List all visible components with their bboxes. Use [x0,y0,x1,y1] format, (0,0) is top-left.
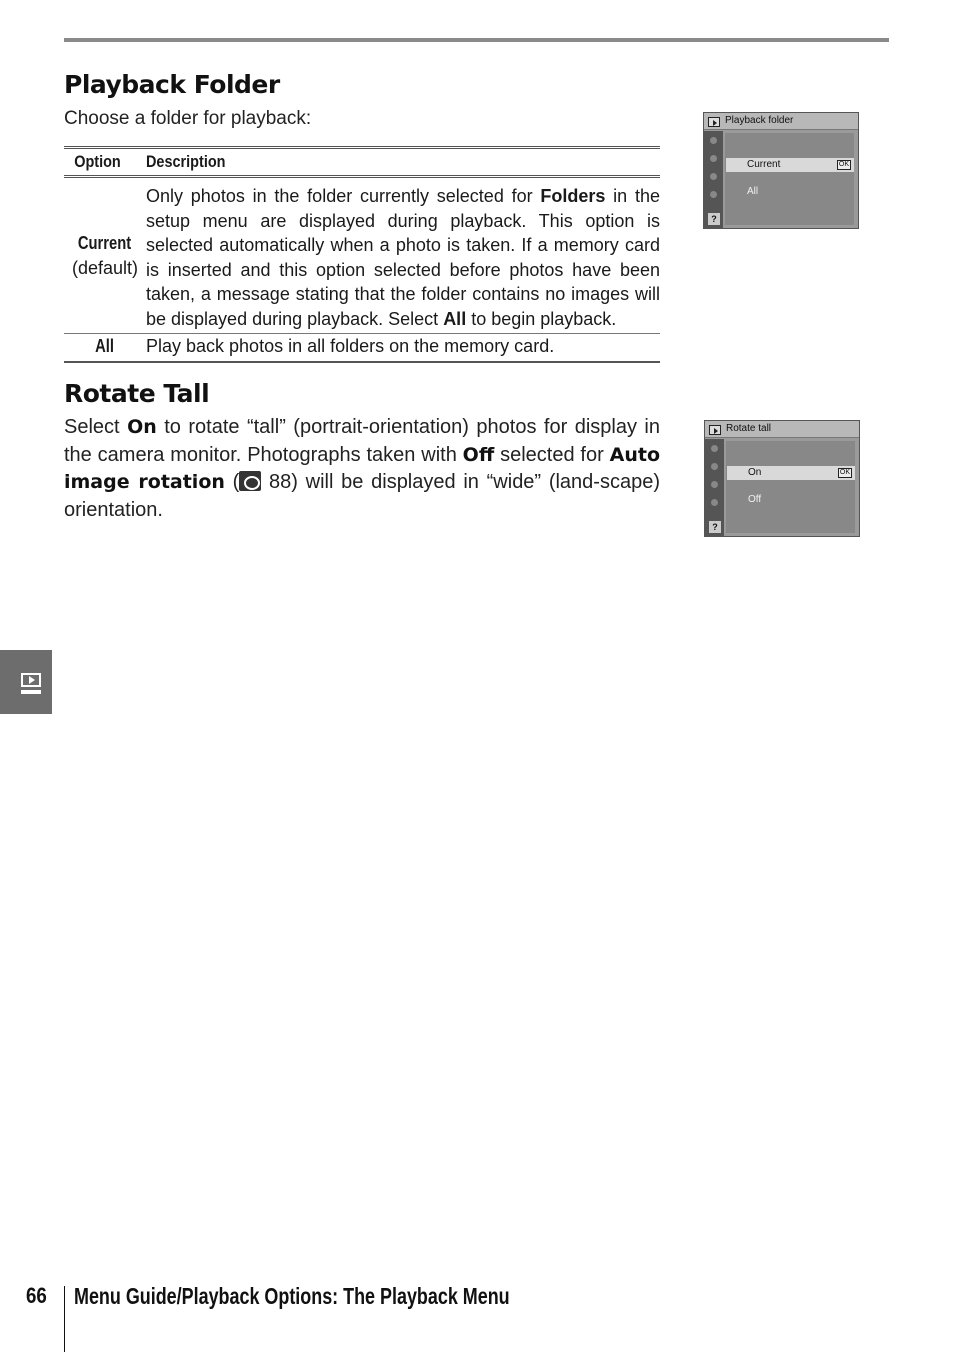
shooting-menu-icon [711,445,718,452]
screen-title: Playback folder [725,115,794,126]
playback-menu-icon [708,117,720,127]
setup-menu-icon [710,173,717,180]
help-icon: ? [709,521,721,533]
playback-icon-base [21,690,41,694]
screen-title: Rotate tall [726,423,772,434]
option-cell [64,334,146,362]
body-text: to rotate “tall” (portrait-orientation) photos for display in the camera monitor. Photographs taken with [64,416,660,466]
table-header-row [64,148,660,177]
section-lead: Choose a folder for playback: [64,108,312,129]
camera-screen-playback-folder [703,112,859,229]
custom-settings-icon [711,463,718,470]
shooting-menu-icon [710,137,717,144]
screen-item-all: All [747,186,759,197]
ok-icon: OK [838,161,849,168]
option-default-note: (default) [71,257,139,278]
screen-panel [725,133,854,225]
section-title-rotate-tall: Rotate Tall [64,379,210,408]
section-title-playback-folder: Playback Folder [64,70,280,99]
description-cell [146,177,660,334]
table-row [64,177,660,334]
desc-bold-all: All [443,308,467,329]
screen-item-on [727,466,855,480]
screen-item-current [726,158,854,172]
desc-text: Only photos in the folder currently selected for [146,186,541,206]
option-name: Current [78,233,132,253]
playback-menu-icon [709,425,721,435]
playback-section-tab [0,650,52,714]
retouch-menu-icon [711,499,718,506]
table-row [64,334,660,362]
options-table [64,146,660,363]
screen-item-off: Off [748,494,762,505]
screen-item-label: On [748,467,762,478]
footer-divider [64,1286,65,1352]
body-text: Select [64,416,128,438]
playback-icon [21,673,41,687]
body-text: ( [224,471,240,493]
desc-text: in the setup menu are displayed during playback. This option is selected automatically when a photo is taken. If a memory card is inserted and this option selected before photos have been taken, a message stating that the folder contains no images will be displayed during playback. Select [146,186,660,329]
desc-bold-folders: Folders [540,186,606,206]
page-reference-icon [239,471,261,491]
screen-item-label: Current [747,159,781,170]
retouch-menu-icon [710,191,717,198]
page-number: 66 [26,1283,47,1308]
camera-screen-rotate-tall [704,420,860,537]
body-bold-on: On [127,416,157,438]
custom-settings-icon [710,155,717,162]
description-cell: Play back photos in all folders on the memory card. [146,336,555,356]
option-name: All [95,336,115,356]
body-bold-auto-image-rotation: Auto image rotation [64,443,660,493]
ok-icon: OK [839,469,850,476]
body-text: 88) will be displayed in “wide” (land-scape) orientation. [64,471,660,521]
running-footer-title: Menu Guide/Playback Options: The Playback Menu [74,1283,510,1309]
header-option: Option [74,152,121,171]
rotate-tall-description [64,414,660,524]
body-bold-off: Off [462,443,495,466]
top-rule [64,38,889,42]
header-description: Description [146,152,226,171]
body-text: selected for [494,443,610,466]
desc-text: to begin playback. [466,308,617,329]
screen-panel [726,441,855,533]
setup-menu-icon [711,481,718,488]
option-cell [64,177,146,334]
help-icon: ? [708,213,720,225]
